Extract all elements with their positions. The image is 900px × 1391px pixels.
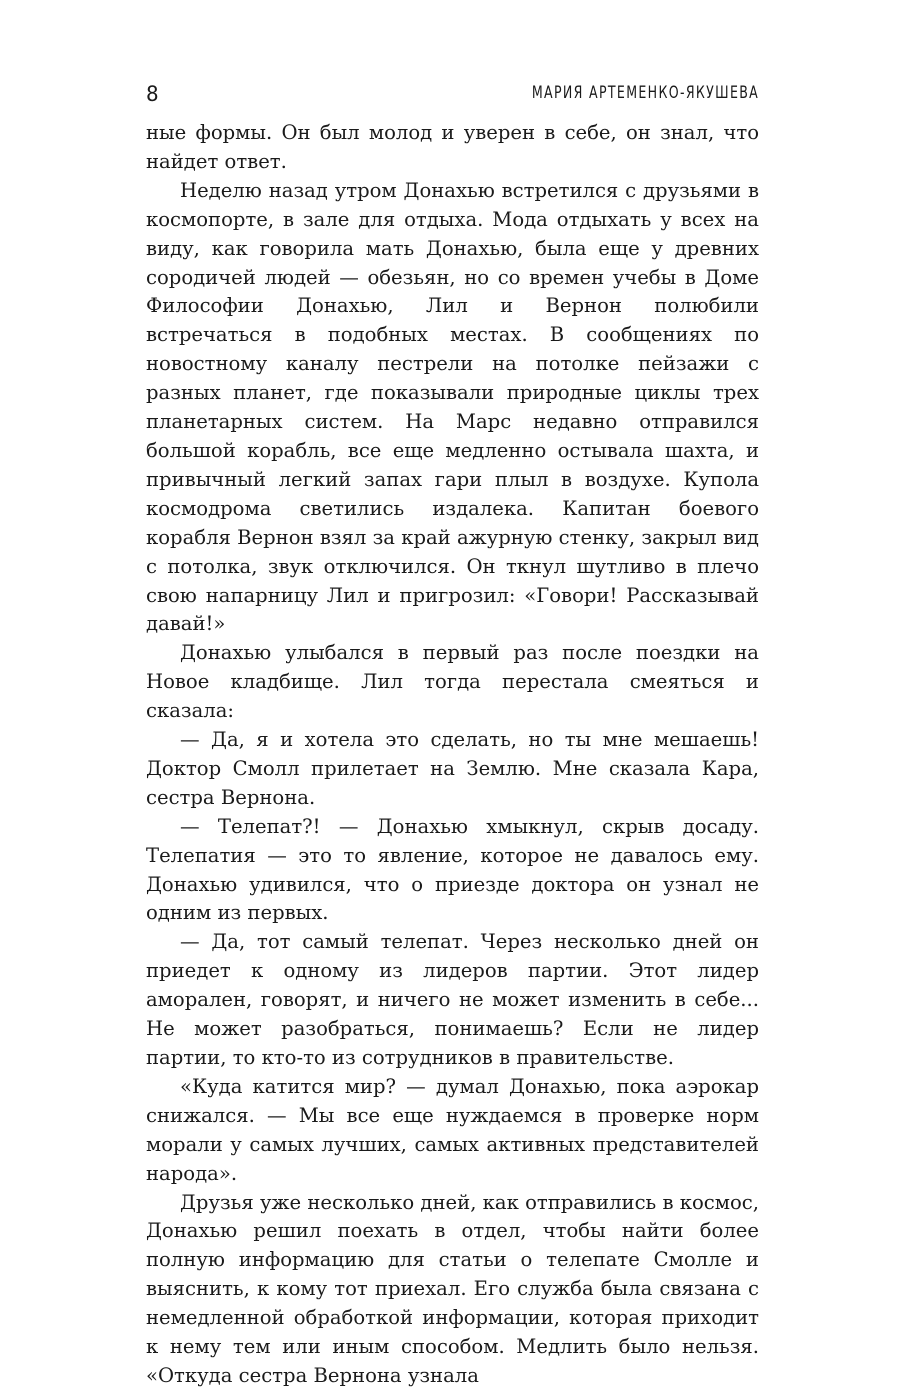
paragraph: Неделю назад утром Донахью встретился с друзьями в космопорте, в зале для отдыха. Мода отдыхать у всех на виду, как говорила мать Донахью, была еще у древних сородичей людей — обезьян, но со времен учебы в Доме Философии Донахью, Лил и Вернон полюбили встречаться в подобных местах. В сообщениях по новостному каналу пестрели на потолке пейзажи с разных планет, где показывали природные циклы трех планетарных систем. На Марс недавно отправился большой корабль, все еще медленно остывала шахта, и привычный легкий запах гари плыл в воздухе. Купола космодрома светились издалека. Капитан боевого корабля Вернон взял за край ажурную стенку, закрыл вид с потолка, звук отключился. Он ткнул шутливо в плечо свою напарницу Лил и пригрозил: «Говори! Рассказывай давай!» (146, 178, 759, 636)
page-number: 8 (146, 82, 159, 106)
dialogue-line: — Телепат?! — Донахью хмыкнул, скрыв досаду. Телепатия — это то явление, которое не давалось ему. Донахью удивился, что о приезде доктора он узнал не одним из первых. (146, 814, 759, 925)
paragraph-continued: ные формы. Он был молод и уверен в себе, он знал, что найдет ответ. (146, 121, 759, 173)
body-text (146, 119, 759, 1391)
paragraph: Друзья уже несколько дней, как отправились в космос, Донахью решил поехать в отдел, чтобы найти более полную информацию для статьи о телепате Смолле и выяснить, к кому тот приехал. Его служба была связана с немедленной обработкой информации, которая приходит к нему тем или иным способом. Медлить было нельзя. «Откуда сестра Вернона узнала (146, 1190, 759, 1387)
author-name: МАРИЯ АРТЕМЕНКО-ЯКУШЕВА (531, 83, 759, 103)
paragraph: «Куда катится мир? — думал Донахью, пока аэрокар снижался. — Мы все еще нуждаемся в проверке норм морали у самых лучших, самых активных представителей народа». (146, 1074, 759, 1185)
running-head (146, 82, 759, 108)
dialogue-line: — Да, я и хотела это сделать, но ты мне мешаешь! Доктор Смолл прилетает на Землю. Мне сказала Кара, сестра Вернона. (146, 728, 759, 809)
paragraph: Донахью улыбался в первый раз после поездки на Новое кладбище. Лил тогда перестала смеяться и сказала: (146, 641, 759, 723)
dialogue-line: — Да, тот самый телепат. Через несколько дней он приедет к одному из лидеров партии. Этот лидер аморален, говорят, и ничего не может изменить в себе... Не может разобраться, понимаешь? Если не лидер партии, то кто-то из сотрудников в правительстве. (146, 930, 759, 1069)
